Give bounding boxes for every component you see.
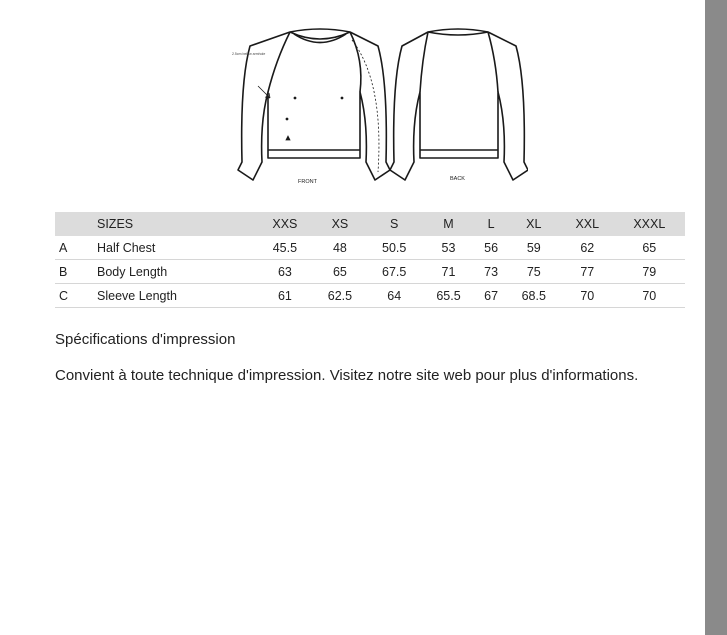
sweatshirt-drawing bbox=[228, 22, 528, 192]
front-raglan-left bbox=[268, 32, 290, 92]
table-cell: 61 bbox=[257, 284, 313, 308]
front-measure-marks bbox=[258, 40, 379, 172]
row-label: Half Chest bbox=[97, 236, 257, 260]
print-spec-heading: Spécifications d'impression bbox=[55, 331, 236, 348]
size-xxl-header: XXL bbox=[561, 212, 614, 236]
table-row-sleeve-length bbox=[55, 284, 685, 308]
table-cell: 67 bbox=[476, 284, 507, 308]
back-neckline bbox=[428, 32, 488, 35]
size-xxs-header: XXS bbox=[257, 212, 313, 236]
table-row-body-length bbox=[55, 260, 685, 284]
marker-dot-3 bbox=[341, 97, 343, 99]
table-cell: 73 bbox=[476, 260, 507, 284]
sweatshirt-back bbox=[390, 29, 528, 180]
table-cell: 45.5 bbox=[257, 236, 313, 260]
size-xxxl-header: XXXL bbox=[614, 212, 685, 236]
table-cell: 68.5 bbox=[507, 284, 561, 308]
size-table bbox=[55, 212, 685, 308]
table-cell: 71 bbox=[421, 260, 475, 284]
marker-arrow bbox=[286, 136, 290, 140]
table-cell: 62.5 bbox=[313, 284, 367, 308]
table-cell: 48 bbox=[313, 236, 367, 260]
row-label: Body Length bbox=[97, 260, 257, 284]
sweatshirt-svg bbox=[228, 22, 528, 192]
row-letter: C bbox=[55, 284, 97, 308]
table-cell: 63 bbox=[257, 260, 313, 284]
size-header-row bbox=[55, 212, 685, 236]
back-raglan-left bbox=[420, 32, 428, 92]
front-neckline bbox=[290, 32, 350, 39]
table-cell: 75 bbox=[507, 260, 561, 284]
header-letter-cell bbox=[55, 212, 97, 236]
table-cell: 67.5 bbox=[367, 260, 421, 284]
row-label: Sleeve Length bbox=[97, 284, 257, 308]
size-s-header: S bbox=[367, 212, 421, 236]
marker-dot-1 bbox=[294, 97, 296, 99]
sleeve-arrow bbox=[352, 40, 379, 172]
table-cell: 70 bbox=[561, 284, 614, 308]
table-cell: 65.5 bbox=[421, 284, 475, 308]
note-text: 2.5cm below armhole bbox=[232, 52, 266, 56]
row-letter: B bbox=[55, 260, 97, 284]
front-label: FRONT bbox=[298, 179, 317, 185]
size-l-header: L bbox=[476, 212, 507, 236]
table-cell: 56 bbox=[476, 236, 507, 260]
table-row-half-chest bbox=[55, 236, 685, 260]
table-cell: 50.5 bbox=[367, 236, 421, 260]
table-cell: 62 bbox=[561, 236, 614, 260]
row-letter: A bbox=[55, 236, 97, 260]
size-xs-header: XS bbox=[313, 212, 367, 236]
back-raglan-right bbox=[488, 32, 498, 92]
sizes-header: SIZES bbox=[97, 212, 257, 236]
back-outline bbox=[390, 29, 528, 180]
table-cell: 79 bbox=[614, 260, 685, 284]
print-spec-text: Convient à toute technique d'impression. Visitez notre site web pour plus d'informations. bbox=[55, 367, 639, 384]
table-cell: 65 bbox=[313, 260, 367, 284]
table-cell: 53 bbox=[421, 236, 475, 260]
table-cell: 64 bbox=[367, 284, 421, 308]
size-xl-header: XL bbox=[507, 212, 561, 236]
front-raglan-right bbox=[350, 32, 361, 92]
size-m-header: M bbox=[421, 212, 475, 236]
back-label: BACK bbox=[450, 176, 465, 182]
table-cell: 70 bbox=[614, 284, 685, 308]
marker-dot-2 bbox=[286, 118, 288, 120]
table-cell: 65 bbox=[614, 236, 685, 260]
table-cell: 59 bbox=[507, 236, 561, 260]
table-cell: 77 bbox=[561, 260, 614, 284]
scrollbar[interactable] bbox=[705, 0, 727, 635]
